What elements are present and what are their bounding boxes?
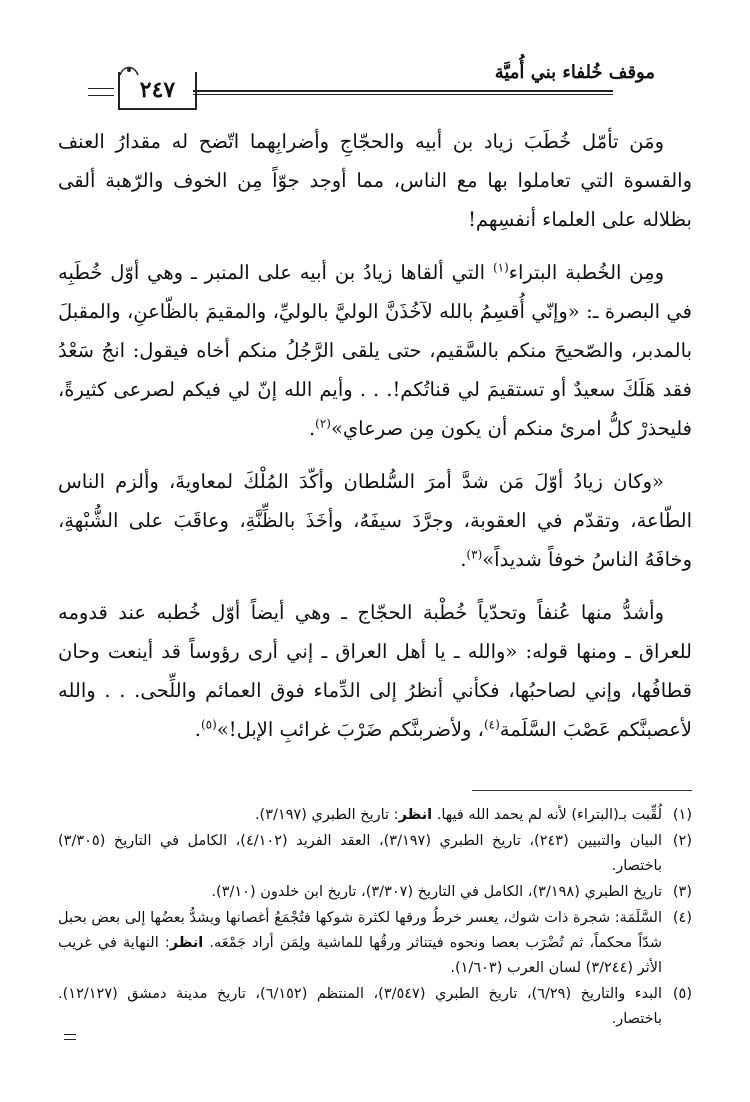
footnote-ref[interactable]: (٤) (483, 717, 500, 732)
header-rule (193, 90, 613, 92)
footnote-ref[interactable]: (٣) (466, 547, 483, 562)
page-number: ٢٤٧ (118, 72, 197, 110)
header-rule-thin (193, 94, 613, 95)
paragraph: ومِن الخُطبة البتراء$^{(١)}$ التي ألقاها زيادُ بن أبيه على المنبر ـ وهي أوّل خُطَبِه في البصرة ـ: «وإنّي أُقسِمُ بالله لآخُذَنَّ الوليَّ بالوليِّ، والمقيمَ بالظّاعنِ، والمقبلَ بالمدبر، والصّحيحَ منكم بالسَّقيم، حتى يلقى الرَّجُلُ منكم أخاه فيقول: انجُ سَعْدُ فقد هَلَكَ سعيدٌ أو تستقيمَ لي قناتُكم!. . . وأيم الله إنّ لي فيكم لصرعى كثيرةً، فليحذرْ كلُّ امرئ منكم أن يكون مِن صرعاي»$^{(٢)}$. (58, 260, 692, 440)
running-header-title: موقف خُلفاء بني أُميَّة (494, 62, 655, 83)
header-rule-left (88, 88, 114, 96)
footnote: (٣) تاريخ الطبري (٣/١٩٨)، الكامل في التاريخ (٣/٣٠٧)، تاريخ ابن خلدون (٣/١٠). (211, 884, 692, 900)
footnotes (58, 803, 692, 1033)
footnote-ref[interactable]: (٢) (315, 416, 331, 431)
margin-mark (64, 1034, 76, 1040)
paragraph: ومَن تأمّل خُطَبَ زياد بن أبيه والحجّاجِ وأضرابِهما اتّضح له مقدارُ العنف والقسوة التي تعاملوا بها مع الناس، مما أوجد جوّاً مِن الخوف والرّهبة ألقى بظلاله على العلماء أنفسِهم! (58, 130, 692, 231)
main-text (58, 122, 692, 763)
footnote: (٤) السَّلَمَة: شجرة ذات شوك، يعسر خرطُ ورقها لكثرة شوكها فتُجْمَعُ أغصانها ويشدُّ بعضُها إلى بعض بحبل شدّاً محكماً، ثم تُضْرَب بعصا ونحوه فيتناثر ورقُها للماشية ولِمَن أراد جَمْعَه. انظر: النهاية في غريب الأثر (٣/٢٤٤) لسان العرب (١/٦٠٣). (58, 910, 692, 976)
footnote: (١) لُقِّبت بـ(البتراء) لأنه لم يحمد الله فيها. انظر: تاريخ الطبري (٣/١٩٧). (254, 807, 692, 823)
footnote-separator (472, 790, 692, 791)
footnote-ref[interactable]: (١) (492, 260, 509, 275)
footnote: (٥) البدء والتاريخ (٦/٢٩)، تاريخ الطبري (٣/٥٤٧)، المنتظم (٦/١٥٢)، تاريخ مدينة دمشق (١٢/١٢٧). باختصار. (58, 986, 692, 1027)
paragraph: «وكان زيادُ أوّلَ مَن شدَّ أمرَ السُّلطان وأكّدَ المُلْكَ لمعاويةَ، وألزم الناس الطّاعة، وتقدّم في العقوبة، وجرَّدَ سيفَهُ، وأخَذَ بالظِّنَّةِ، وعاقَبَ على الشُّبْهةِ، وخافَهُ الناسُ خوفاً شديداً»$^{(٣)}$. (58, 470, 692, 571)
footnote: (٢) البيان والتبيين (٢٤٣)، تاريخ الطبري (٣/١٩٧)، العقد الفريد (٤/١٠٢)، الكامل في التاريخ (٣/٣٠٥) باختصار. (58, 833, 692, 874)
footnote-ref[interactable]: (٥) (200, 717, 217, 732)
paragraph: وأشدُّ منها عُنفاً وتحدّياً خُطْبة الحجّاج ـ وهي أيضاً أوّل خُطبه عند قدومه للعراق ـ ومنها قوله: «والله ـ يا أهل العراق ـ إني أرى رؤوساً قد أينعت وحان قطافُها، وإني لصاحبُها، فكأني أنظرُ إلى الدِّماء فوق العمائم واللِّحى. . . والله لأعصبنَّكم عَصْبَ السَّلَمة$^{(٤)}$، ولأضربنَّكم ضَرْبَ غرائبِ الإبل!»$^{(٥)}$. (58, 601, 692, 741)
